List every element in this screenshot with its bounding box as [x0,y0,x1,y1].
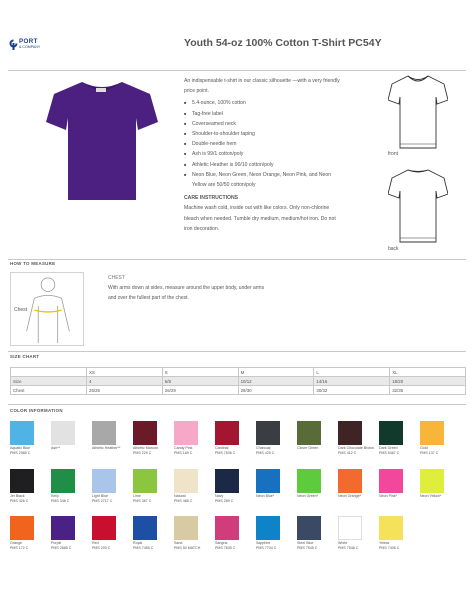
color-label [297,494,337,499]
table-row [11,386,466,395]
color-label [256,541,296,550]
table-cell: 14/16 [314,377,390,386]
color-swatch [379,421,403,445]
measure-text: With arms down at sides, measure around the upper body, under arms and over the fullest part of the chest. [108,285,265,301]
color-name: Kelly [51,494,59,498]
color-label [215,494,255,503]
color-label [174,494,214,503]
color-label [174,541,214,550]
measure-heading: CHEST [108,275,125,281]
color-name: Sand [174,541,183,545]
color-name: Neon Pink* [379,494,397,498]
color-name: Red [92,541,99,545]
color-swatch [338,421,362,445]
color-name: Navy [215,494,224,498]
table-header-cell: XS [87,368,163,377]
color-label [51,494,91,503]
color-label [51,446,91,451]
color-swatch [297,516,321,540]
feature-item: ■ Coverseamed neck [184,119,344,129]
color-name: Jet Black [10,494,25,498]
color-name: Candy Pink [174,446,193,450]
color-label [420,446,460,455]
shirt-back-sketch [388,168,448,244]
color-name: Sapphire [256,541,271,545]
table-header-cell: L [314,368,390,377]
table-cell: 29/30 [238,386,314,395]
divider [8,70,466,71]
size-chart-table [10,367,466,395]
color-swatch [10,421,34,445]
color-pms: PMS 7406 C [379,545,400,550]
color-swatch [133,516,157,540]
color-label [379,541,419,550]
color-swatch [51,516,75,540]
color-swatch [297,469,321,493]
color-label [133,494,173,503]
color-pms: PMS 7704 C [256,545,277,550]
color-pms: PMS 137 C [420,450,439,455]
color-label [256,446,296,455]
color-name: Orange [10,541,22,545]
table-cell: 6/8 [162,377,238,386]
color-pms: PMS 7455 C [133,545,154,550]
chest-label: Chest [14,307,28,313]
care-title: CARE INSTRUCTIONS [184,195,239,202]
color-swatch [92,421,116,445]
feature-item: ■ Athletic Heather is 90/10 cotton/poly [184,160,344,170]
color-name: White [338,541,348,545]
color-label [92,494,132,503]
color-pms: PMS 172 C [10,545,29,550]
color-name: Royal [133,541,143,545]
feature-item: ■ Ash is 99/1 cotton/poly [184,149,344,159]
color-pms: PMS 200 C [92,545,111,550]
color-swatch [215,469,239,493]
color-label [215,541,255,550]
color-swatch [51,421,75,445]
color-name: Clover Green [297,446,319,450]
color-swatch [92,516,116,540]
color-swatch [379,469,403,493]
color-label [174,446,214,455]
color-name: Yellow [379,541,390,545]
color-label [256,494,296,499]
table-cell: 18/20 [390,377,466,386]
color-name: Athletic Maroon [133,446,158,450]
color-pms: PMS 229 C [133,450,152,455]
color-swatch [133,421,157,445]
color-swatch [51,469,75,493]
color-label [10,446,50,455]
color-pms: PMS 289 C [215,498,234,503]
color-label [92,446,132,451]
table-header-cell [11,368,87,377]
color-section-title: COLOR INFORMATION [10,408,63,413]
table-cell: 26/29 [162,386,238,395]
color-pms: PMS 7636 C [215,450,236,455]
color-pms: PMS 2985 C [10,450,31,455]
color-name: Lime [133,494,141,498]
table-cell: Size [11,377,87,386]
color-name: Neon Yellow* [420,494,442,498]
product-description [184,76,344,234]
divider [8,351,466,352]
color-pms: PMS 50 MATCH [174,545,201,550]
color-name: Light Blue [92,494,108,498]
color-name: Neon Blue* [256,494,275,498]
color-swatch [338,516,362,540]
color-swatch [297,421,321,445]
divider [8,259,466,260]
color-label [338,541,378,550]
shirt-front-sketch [388,74,448,150]
color-name: Dark Chocolate Brown [338,446,374,450]
color-swatch [133,469,157,493]
page-title: Youth 54-oz 100% Cotton T-Shirt PC54Y [184,37,382,49]
brand-name: PORT [19,38,38,45]
color-name: Ash** [51,446,60,450]
color-label [297,541,337,550]
table-cell: Chest [11,386,87,395]
table-cell: 25/26 [87,386,163,395]
table-header-cell: M [238,368,314,377]
color-label [338,446,378,455]
brand-logo [9,36,43,52]
color-name: Steel Blue [297,541,314,545]
logo-mark-icon [9,39,18,50]
color-pms: PMS 412 C [338,450,357,455]
feature-item: ■ Neon Blue, Neon Green, Neon Orange, Neon Pink, and Neon Yellow are 50/50 cotton/poly [184,170,344,190]
color-label [10,541,50,550]
color-label [379,446,419,455]
color-name: Aquatic Blue [10,446,31,450]
back-label: back [388,246,399,252]
feature-item: ■ Double-needle hem [184,139,344,149]
table-header-row [11,368,466,377]
table-row [11,377,466,386]
brand-subname: & COMPANY [19,45,41,49]
size-chart-section-title: SIZE CHART [10,354,40,359]
color-swatch [215,516,239,540]
color-name: Gold [420,446,428,450]
color-label [51,541,91,550]
product-shirt-image [46,78,158,202]
color-name: Athletic Heather** [92,446,121,450]
color-label [420,494,460,499]
color-swatch [10,516,34,540]
color-label [379,494,419,499]
table-cell: 10/12 [238,377,314,386]
color-name: Charcoal [256,446,271,450]
color-pms: PMS 425 C [256,450,275,455]
color-name: Sangria [215,541,228,545]
color-name: Purple [51,541,62,545]
color-pms: PMS 2717 C [92,498,113,503]
color-name: Natural [174,494,186,498]
color-swatch [256,421,280,445]
table-cell: 32/35 [390,386,466,395]
color-label [92,541,132,550]
care-text: Machine wash cold, inside out with like colors. Only non-chlorine bleach when needed. Tumble dry medium, medium/hot iron. Do not iron decoration. [184,205,336,232]
table-cell: 30/32 [314,386,390,395]
color-swatch [215,421,239,445]
color-swatch [256,516,280,540]
color-pms: PMS 7545 C [297,545,318,550]
feature-item: ■ Tag-free label [184,109,344,119]
color-name: Neon Green* [297,494,318,498]
measure-instructions [108,273,268,303]
color-swatch [420,421,444,445]
color-name: Dark Green [379,446,398,450]
color-label [338,494,378,499]
feature-list [184,98,344,190]
color-swatch [338,469,362,493]
color-name: Neon Orange* [338,494,361,498]
color-label [133,541,173,550]
color-swatch [10,469,34,493]
color-pms: PMS 468 C [174,498,193,503]
color-name: Cardinal [215,446,229,450]
color-swatch [420,469,444,493]
measure-figure [10,272,84,346]
color-pms: PMS 348 C [51,498,70,503]
feature-item: ■ 5.4-ounce, 100% cotton [184,98,344,108]
color-pms: PMS 2685 C [51,545,72,550]
table-cell: 4 [87,377,163,386]
color-swatch [174,469,198,493]
color-label [133,446,173,455]
color-swatch [92,469,116,493]
color-swatch [174,421,198,445]
color-pms: PMS 367 C [133,498,152,503]
divider [8,404,466,405]
product-intro: An indispensable t-shirt in our classic silhouette —with a very friendly price point. [184,78,340,95]
front-label: front [388,151,399,157]
color-pms: PMS 5467 C [379,450,400,455]
table-header-cell: S [162,368,238,377]
color-swatch [174,516,198,540]
table-header-cell: XL [390,368,466,377]
color-label [215,446,255,455]
color-pms: PMS 7548 C [338,545,359,550]
color-pms: PMS 426 C [10,498,29,503]
color-pms: PMS 7635 C [215,545,236,550]
measure-section-title: HOW TO MEASURE [10,261,56,266]
color-swatch [379,516,403,540]
color-label [297,446,337,451]
color-swatch [256,469,280,493]
color-pms: PMS 189 C [174,450,193,455]
feature-item: ■ Shoulder-to-shoulder taping [184,129,344,139]
color-label [10,494,50,503]
